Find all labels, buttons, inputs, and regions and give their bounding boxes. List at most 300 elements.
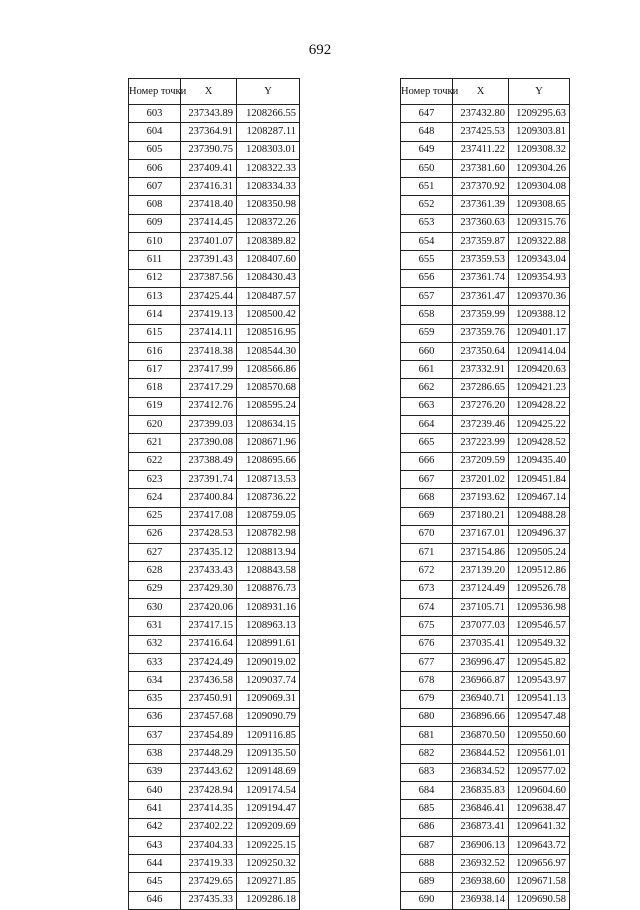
x-cell: 237409.41 [181,159,237,177]
x-cell: 237381.60 [453,159,509,177]
x-cell: 237223.99 [453,434,509,452]
y-cell: 1208759.05 [237,507,300,525]
x-cell: 236873.41 [453,818,509,836]
y-cell: 1209604.60 [509,781,570,799]
y-cell: 1209286.18 [237,891,300,909]
y-cell: 1209308.65 [509,196,570,214]
x-cell: 237361.74 [453,269,509,287]
header-y: Y [237,79,300,105]
table-row [401,580,570,598]
point-number-cell: 690 [401,891,453,909]
point-number-cell: 617 [129,361,181,379]
x-cell: 237428.94 [181,781,237,799]
y-cell: 1209526.78 [509,580,570,598]
x-cell: 236938.60 [453,873,509,891]
point-number-cell: 629 [129,580,181,598]
x-cell: 236844.52 [453,745,509,763]
point-number-cell: 643 [129,836,181,854]
point-number-cell: 610 [129,233,181,251]
y-cell: 1208782.98 [237,525,300,543]
point-number-cell: 638 [129,745,181,763]
y-cell: 1209561.01 [509,745,570,763]
table-row [401,397,570,415]
x-cell: 237428.53 [181,525,237,543]
x-cell: 236870.50 [453,727,509,745]
point-number-cell: 670 [401,525,453,543]
table-row [401,672,570,690]
x-cell: 237433.43 [181,562,237,580]
table-row [129,159,300,177]
y-cell: 1209428.22 [509,397,570,415]
point-number-cell: 611 [129,251,181,269]
x-cell: 237419.13 [181,306,237,324]
y-cell: 1209343.04 [509,251,570,269]
y-cell: 1208566.86 [237,361,300,379]
point-number-cell: 655 [401,251,453,269]
x-cell: 237361.39 [453,196,509,214]
point-number-cell: 650 [401,159,453,177]
y-cell: 1209643.72 [509,836,570,854]
coordinates-table-left [128,78,300,910]
x-cell: 237343.89 [181,105,237,123]
point-number-cell: 609 [129,214,181,232]
y-cell: 1209250.32 [237,855,300,873]
y-cell: 1208695.66 [237,452,300,470]
point-number-cell: 654 [401,233,453,251]
y-cell: 1209209.69 [237,818,300,836]
point-number-cell: 687 [401,836,453,854]
y-cell: 1208322.33 [237,159,300,177]
y-cell: 1208303.01 [237,141,300,159]
x-cell: 237419.33 [181,855,237,873]
point-number-cell: 675 [401,617,453,635]
point-number-cell: 626 [129,525,181,543]
y-cell: 1209577.02 [509,763,570,781]
table-row [401,836,570,854]
table-row [401,287,570,305]
y-cell: 1209401.17 [509,324,570,342]
table-row [401,635,570,653]
x-cell: 237414.35 [181,800,237,818]
point-number-cell: 625 [129,507,181,525]
x-cell: 237139.20 [453,562,509,580]
y-cell: 1208389.82 [237,233,300,251]
y-cell: 1209656.97 [509,855,570,873]
table-row [401,178,570,196]
y-cell: 1208430.43 [237,269,300,287]
point-number-cell: 633 [129,653,181,671]
table-row [129,855,300,873]
table-row [401,233,570,251]
point-number-cell: 659 [401,324,453,342]
table-row [401,214,570,232]
y-cell: 1208570.68 [237,379,300,397]
x-cell: 237450.91 [181,690,237,708]
point-number-cell: 685 [401,800,453,818]
y-cell: 1209303.81 [509,123,570,141]
point-number-cell: 662 [401,379,453,397]
x-cell: 237359.87 [453,233,509,251]
y-cell: 1208334.33 [237,178,300,196]
table-row [401,123,570,141]
point-number-cell: 660 [401,342,453,360]
y-cell: 1209388.12 [509,306,570,324]
point-number-cell: 605 [129,141,181,159]
coordinates-table-right [400,78,570,910]
y-cell: 1209488.28 [509,507,570,525]
point-number-cell: 656 [401,269,453,287]
table-row [129,708,300,726]
table-row [401,489,570,507]
table-row [129,653,300,671]
x-cell: 237239.46 [453,416,509,434]
table-row [129,196,300,214]
table-row [129,214,300,232]
x-cell: 237035.41 [453,635,509,653]
x-cell: 237417.15 [181,617,237,635]
x-cell: 237388.49 [181,452,237,470]
table-row [129,745,300,763]
y-cell: 1209116.85 [237,727,300,745]
x-cell: 237435.33 [181,891,237,909]
y-cell: 1209435.40 [509,452,570,470]
y-cell: 1209322.88 [509,233,570,251]
point-number-cell: 630 [129,599,181,617]
x-cell: 237332.91 [453,361,509,379]
table-row [129,470,300,488]
table-row [401,891,570,909]
x-cell: 237429.30 [181,580,237,598]
x-cell: 237416.64 [181,635,237,653]
y-cell: 1209194.47 [237,800,300,818]
point-number-cell: 639 [129,763,181,781]
x-cell: 237391.43 [181,251,237,269]
y-cell: 1209420.63 [509,361,570,379]
table-row [401,599,570,617]
y-cell: 1209546.57 [509,617,570,635]
x-cell: 237425.53 [453,123,509,141]
x-cell: 237286.65 [453,379,509,397]
table-row [129,342,300,360]
x-cell: 237432.80 [453,105,509,123]
x-cell: 237414.45 [181,214,237,232]
table-row [401,855,570,873]
table-row [401,379,570,397]
point-number-cell: 612 [129,269,181,287]
y-cell: 1209545.82 [509,653,570,671]
x-cell: 237416.31 [181,178,237,196]
y-cell: 1209550.60 [509,727,570,745]
table-row [401,452,570,470]
point-number-cell: 671 [401,544,453,562]
table-row [129,233,300,251]
point-number-cell: 623 [129,470,181,488]
x-cell: 237401.07 [181,233,237,251]
table-row [401,544,570,562]
y-cell: 1209428.52 [509,434,570,452]
y-cell: 1209549.32 [509,635,570,653]
x-cell: 236996.47 [453,653,509,671]
table-row [129,123,300,141]
table-row [401,763,570,781]
table-row [129,269,300,287]
point-number-cell: 673 [401,580,453,598]
table-row [401,342,570,360]
y-cell: 1209037.74 [237,672,300,690]
table-row [401,562,570,580]
x-cell: 237417.29 [181,379,237,397]
table-row [129,635,300,653]
point-number-cell: 663 [401,397,453,415]
x-cell: 237417.99 [181,361,237,379]
x-cell: 237359.53 [453,251,509,269]
table-row [129,873,300,891]
y-cell: 1209295.63 [509,105,570,123]
y-cell: 1208372.26 [237,214,300,232]
table-row [129,525,300,543]
point-number-cell: 607 [129,178,181,196]
x-cell: 236940.71 [453,690,509,708]
x-cell: 237387.56 [181,269,237,287]
y-cell: 1209505.24 [509,544,570,562]
table-row [401,690,570,708]
table-row [129,763,300,781]
point-number-cell: 669 [401,507,453,525]
point-number-cell: 624 [129,489,181,507]
point-number-cell: 681 [401,727,453,745]
point-number-cell: 616 [129,342,181,360]
page-number: 692 [308,42,332,58]
point-number-cell: 618 [129,379,181,397]
table-body-left [129,105,300,910]
x-cell: 236932.52 [453,855,509,873]
x-cell: 236846.41 [453,800,509,818]
x-cell: 237429.65 [181,873,237,891]
y-cell: 1208671.96 [237,434,300,452]
point-number-cell: 678 [401,672,453,690]
table-row [401,470,570,488]
x-cell: 237443.62 [181,763,237,781]
x-cell: 237457.68 [181,708,237,726]
x-cell: 237193.62 [453,489,509,507]
x-cell: 237404.33 [181,836,237,854]
table-row [401,781,570,799]
x-cell: 237105.71 [453,599,509,617]
y-cell: 1208516.95 [237,324,300,342]
y-cell: 1208266.55 [237,105,300,123]
y-cell: 1208713.53 [237,470,300,488]
point-number-cell: 631 [129,617,181,635]
point-number-cell: 652 [401,196,453,214]
point-number-cell: 645 [129,873,181,891]
x-cell: 237276.20 [453,397,509,415]
x-cell: 237390.08 [181,434,237,452]
point-number-cell: 682 [401,745,453,763]
table-row [129,416,300,434]
x-cell: 237359.99 [453,306,509,324]
table-row [129,800,300,818]
table-row [129,781,300,799]
point-number-cell: 647 [401,105,453,123]
point-number-cell: 667 [401,470,453,488]
table-row [401,141,570,159]
x-cell: 237418.40 [181,196,237,214]
point-number-cell: 651 [401,178,453,196]
point-number-cell: 619 [129,397,181,415]
y-cell: 1209547.48 [509,708,570,726]
point-number-cell: 680 [401,708,453,726]
x-cell: 237350.64 [453,342,509,360]
point-number-cell: 668 [401,489,453,507]
point-number-cell: 648 [401,123,453,141]
x-cell: 237370.92 [453,178,509,196]
header-point-number: Номер точки [129,79,181,105]
point-number-cell: 621 [129,434,181,452]
table-header-row [401,79,570,105]
y-cell: 1209308.32 [509,141,570,159]
x-cell: 237399.03 [181,416,237,434]
y-cell: 1209414.04 [509,342,570,360]
point-number-cell: 646 [129,891,181,909]
table-row [129,580,300,598]
x-cell: 236896.66 [453,708,509,726]
point-number-cell: 674 [401,599,453,617]
table-row [401,653,570,671]
y-cell: 1209225.15 [237,836,300,854]
y-cell: 1209019.02 [237,653,300,671]
y-cell: 1209451.84 [509,470,570,488]
y-cell: 1209421.23 [509,379,570,397]
x-cell: 237414.11 [181,324,237,342]
table-row [401,324,570,342]
table-row [129,507,300,525]
x-cell: 237209.59 [453,452,509,470]
x-cell: 237360.63 [453,214,509,232]
x-cell: 236834.52 [453,763,509,781]
point-number-cell: 679 [401,690,453,708]
point-number-cell: 641 [129,800,181,818]
point-number-cell: 688 [401,855,453,873]
y-cell: 1209174.54 [237,781,300,799]
table-row [129,836,300,854]
x-cell: 237359.76 [453,324,509,342]
table-row [129,178,300,196]
x-cell: 237201.02 [453,470,509,488]
table-row [129,599,300,617]
point-number-cell: 634 [129,672,181,690]
point-number-cell: 636 [129,708,181,726]
y-cell: 1208931.16 [237,599,300,617]
y-cell: 1208963.13 [237,617,300,635]
y-cell: 1208500.42 [237,306,300,324]
table-row [129,105,300,123]
x-cell: 237425.44 [181,287,237,305]
table-row [129,379,300,397]
x-cell: 237391.74 [181,470,237,488]
table-row [129,361,300,379]
point-number-cell: 653 [401,214,453,232]
point-number-cell: 622 [129,452,181,470]
point-number-cell: 689 [401,873,453,891]
x-cell: 237420.06 [181,599,237,617]
x-cell: 237167.01 [453,525,509,543]
y-cell: 1209638.47 [509,800,570,818]
table-row [129,287,300,305]
point-number-cell: 658 [401,306,453,324]
table-row [129,562,300,580]
x-cell: 237361.47 [453,287,509,305]
y-cell: 1208350.98 [237,196,300,214]
y-cell: 1209304.26 [509,159,570,177]
point-number-cell: 686 [401,818,453,836]
table-row [129,690,300,708]
point-number-cell: 665 [401,434,453,452]
table-row [129,489,300,507]
x-cell: 237124.49 [453,580,509,598]
y-cell: 1209315.76 [509,214,570,232]
table-row [401,617,570,635]
x-cell: 237402.22 [181,818,237,836]
point-number-cell: 649 [401,141,453,159]
y-cell: 1209425.22 [509,416,570,434]
x-cell: 237418.38 [181,342,237,360]
point-number-cell: 672 [401,562,453,580]
table-row [401,434,570,452]
point-number-cell: 684 [401,781,453,799]
table-row [129,891,300,909]
table-row [129,141,300,159]
table-row [401,196,570,214]
table-row [401,306,570,324]
table-row [129,617,300,635]
table-row [401,708,570,726]
point-number-cell: 644 [129,855,181,873]
x-cell: 237448.29 [181,745,237,763]
x-cell: 237180.21 [453,507,509,525]
point-number-cell: 620 [129,416,181,434]
y-cell: 1209690.58 [509,891,570,909]
y-cell: 1208634.15 [237,416,300,434]
table-row [401,727,570,745]
point-number-cell: 632 [129,635,181,653]
y-cell: 1209069.31 [237,690,300,708]
y-cell: 1209370.36 [509,287,570,305]
point-number-cell: 628 [129,562,181,580]
x-cell: 237400.84 [181,489,237,507]
table-header-row [129,79,300,105]
x-cell: 237412.76 [181,397,237,415]
table-body-right [401,105,570,910]
header-point-number: Номер точки [401,79,453,105]
x-cell: 236938.14 [453,891,509,909]
header-x: X [181,79,237,105]
y-cell: 1208991.61 [237,635,300,653]
y-cell: 1208876.73 [237,580,300,598]
x-cell: 237436.58 [181,672,237,690]
x-cell: 236906.13 [453,836,509,854]
table-row [401,507,570,525]
table-row [129,251,300,269]
table-row [401,251,570,269]
table-row [401,818,570,836]
point-number-cell: 614 [129,306,181,324]
point-number-cell: 657 [401,287,453,305]
x-cell: 237411.22 [453,141,509,159]
x-cell: 237154.86 [453,544,509,562]
table-row [129,397,300,415]
y-cell: 1209148.69 [237,763,300,781]
table-row [129,672,300,690]
